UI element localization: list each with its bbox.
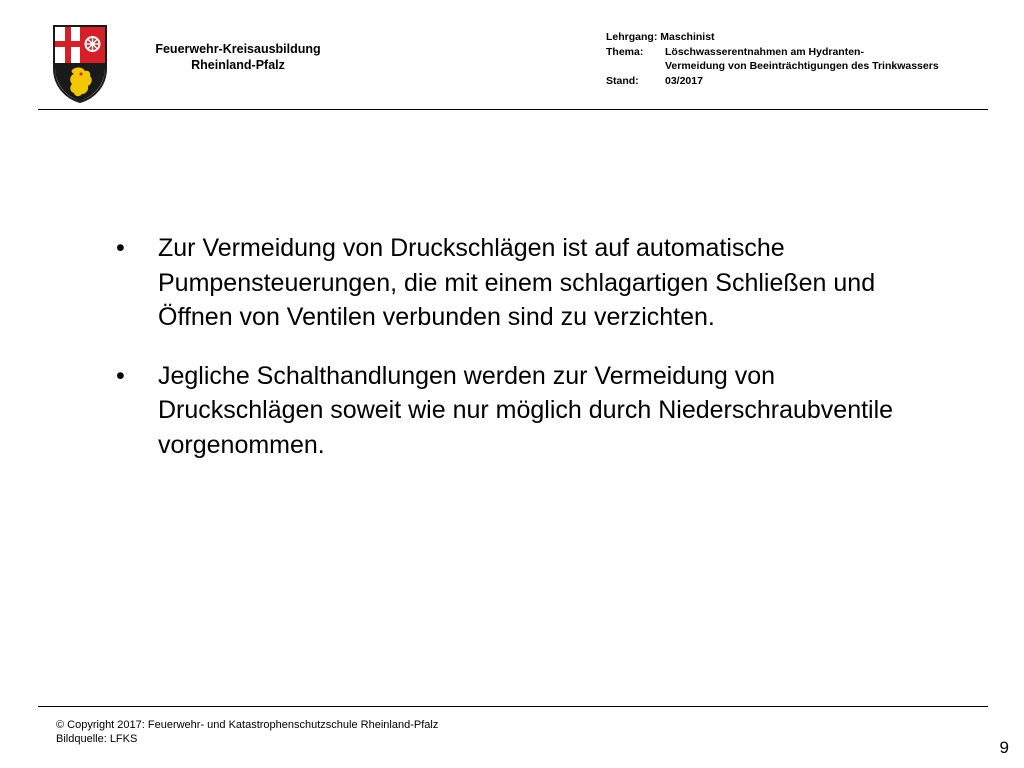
header-divider	[38, 109, 988, 110]
organization-line-1: Feuerwehr-Kreisausbildung	[155, 42, 321, 56]
bullet-text: Zur Vermeidung von Druckschlägen ist auf automatische Pumpensteuerungen, die mit einem schlagartigen Schließen und Öffnen von Ventilen verbunden sind zu verzichten.	[158, 234, 876, 331]
footer	[56, 718, 438, 746]
topic-line-2: Vermeidung von Beeinträchtigungen des Trinkwassers	[665, 60, 939, 72]
coat-of-arms-icon	[52, 24, 108, 104]
course-row	[606, 30, 939, 45]
footer-divider	[38, 706, 988, 707]
copyright-text: © Copyright 2017: Feuerwehr- und Katastrophenschutzschule Rheinland-Pfalz	[56, 719, 439, 731]
bullet-text: Jegliche Schalthandlungen werden zur Vermeidung von Druckschlägen soweit wie nur möglich durch Niederschraubventile vorgenommen.	[158, 361, 894, 459]
organization-line-2: Rheinland-Pfalz	[191, 58, 285, 72]
course-label: Lehrgang:	[606, 31, 658, 43]
bullet-marker: •	[116, 361, 125, 390]
bullet-item	[116, 359, 936, 463]
organization-name	[120, 41, 356, 73]
course-value: Maschinist	[660, 31, 715, 43]
date-label: Stand:	[606, 74, 639, 87]
bullet-list	[116, 231, 936, 486]
topic-line-1: Löschwasserentnahmen am Hydranten-	[665, 45, 864, 58]
bullet-marker: •	[116, 234, 125, 262]
topic-row	[606, 45, 939, 60]
image-source-text: Bildquelle: LFKS	[56, 733, 138, 745]
date-row	[606, 74, 939, 89]
topic-label: Thema:	[606, 45, 644, 58]
course-info	[606, 30, 939, 88]
page-number: 9	[999, 738, 1009, 757]
date-value: 03/2017	[665, 74, 703, 87]
bullet-item	[116, 231, 936, 335]
